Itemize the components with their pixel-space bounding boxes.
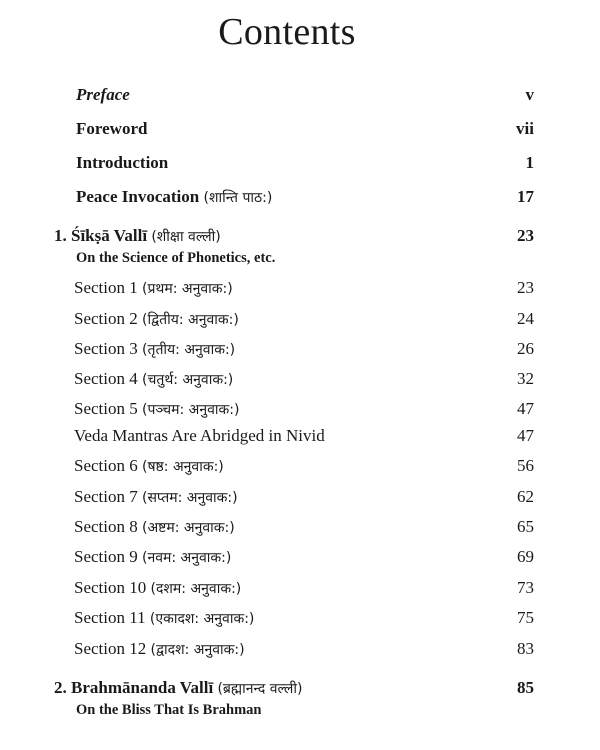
chapter-number: 2. — [54, 678, 67, 697]
toc-section-11 — [0, 606, 600, 630]
toc-entry-page: 65 — [517, 517, 534, 536]
toc-entry-page: 85 — [517, 678, 534, 697]
chapter-title: Śīkṣā Vallī — [71, 226, 148, 245]
toc-entry-label: Section 9 — [74, 547, 138, 566]
toc-entry-label: Foreword — [76, 119, 148, 138]
chapter-devanagari: (शीक्षा वल्ली) — [151, 229, 221, 245]
toc-entry-page: 32 — [517, 369, 534, 388]
toc-entry-label: Section 2 — [74, 309, 138, 328]
toc-entry-devanagari: (शान्ति पाठ:) — [203, 190, 273, 206]
toc-entry-page: 23 — [517, 278, 534, 297]
chapter-number: 1. — [54, 226, 67, 245]
toc-entry-introduction — [0, 151, 600, 175]
toc-section-1 — [0, 276, 600, 300]
toc-entry-label: Section 1 — [74, 278, 138, 297]
toc-section-5 — [0, 397, 600, 421]
toc-entry-devanagari: (चतुर्थ: अनुवाक:) — [142, 372, 234, 388]
toc-entry-label: Section 6 — [74, 456, 138, 475]
toc-entry-page: 17 — [517, 187, 534, 206]
toc-section-12 — [0, 637, 600, 661]
toc-entry-page: v — [525, 85, 534, 104]
toc-entry-page: vii — [516, 119, 534, 138]
toc-entry-devanagari: (पञ्चम: अनुवाक:) — [142, 402, 240, 418]
toc-entry-label: Peace Invocation — [76, 187, 200, 206]
toc-chapter-1 — [0, 224, 600, 248]
toc-entry-foreword — [0, 117, 600, 141]
toc-section-10 — [0, 576, 600, 600]
toc-section-7 — [0, 485, 600, 509]
toc-entry-page: 69 — [517, 547, 534, 566]
chapter-subtitle: On the Science of Phonetics, etc. — [76, 250, 276, 266]
toc-entry-preface — [0, 83, 600, 107]
toc-entry-page: 47 — [517, 399, 534, 418]
toc-entry-page: 23 — [517, 226, 534, 245]
page-title: Contents — [218, 11, 356, 53]
toc-entry-label: Section 8 — [74, 517, 138, 536]
toc-entry-page: 56 — [517, 456, 534, 475]
toc-entry-devanagari: (अष्टम: अनुवाक:) — [142, 520, 235, 536]
toc-chapter-2 — [0, 676, 600, 700]
toc-section-4 — [0, 367, 600, 391]
toc-section-8 — [0, 515, 600, 539]
toc-entry-label: Veda Mantras Are Abridged in Nivid — [74, 426, 325, 445]
toc-section-3 — [0, 337, 600, 361]
toc-entry-page: 83 — [517, 639, 534, 658]
toc-entry-label: Preface — [76, 85, 130, 104]
toc-entry-devanagari: (एकादश: अनुवाक:) — [149, 611, 255, 627]
toc-entry-peace-invocation — [0, 185, 600, 209]
toc-entry-devanagari: (नवम: अनुवाक:) — [142, 550, 232, 566]
toc-entry-devanagari: (सप्तम: अनुवाक:) — [142, 490, 238, 506]
toc-entry-label: Section 5 — [74, 399, 138, 418]
toc-entry-label: Section 10 — [74, 578, 147, 597]
toc-entry-label: Section 7 — [74, 487, 138, 506]
toc-entry-page: 47 — [517, 426, 534, 445]
chapter-subtitle: On the Bliss That Is Brahman — [76, 702, 262, 718]
toc-entry-label: Section 12 — [74, 639, 147, 658]
toc-entry-page: 75 — [517, 608, 534, 627]
toc-entry-nivid — [0, 424, 600, 448]
toc-entry-devanagari: (षष्ठ: अनुवाक:) — [142, 459, 224, 475]
toc-entry-page: 62 — [517, 487, 534, 506]
toc-entry-devanagari: (तृतीय: अनुवाक:) — [142, 342, 236, 358]
toc-entry-devanagari: (द्वादश: अनुवाक:) — [150, 642, 245, 658]
toc-section-2 — [0, 307, 600, 331]
toc-section-6 — [0, 454, 600, 478]
toc-entry-label: Introduction — [76, 153, 169, 172]
toc-section-9 — [0, 545, 600, 569]
toc-entry-devanagari: (द्वितीय: अनुवाक:) — [142, 312, 239, 328]
chapter-devanagari: (ब्रह्मानन्द वल्ली) — [217, 681, 303, 697]
toc-entry-page: 1 — [525, 153, 534, 172]
toc-entry-page: 26 — [517, 339, 534, 358]
toc-entry-label: Section 4 — [74, 369, 138, 388]
toc-entry-label: Section 3 — [74, 339, 138, 358]
toc-entry-devanagari: (दशम: अनुवाक:) — [150, 581, 242, 597]
toc-entry-page: 73 — [517, 578, 534, 597]
toc-entry-devanagari: (प्रथम: अनुवाक:) — [142, 281, 233, 297]
toc-entry-label: Section 11 — [74, 608, 146, 627]
chapter-title: Brahmānanda Vallī — [71, 678, 214, 697]
toc-entry-page: 24 — [517, 309, 534, 328]
